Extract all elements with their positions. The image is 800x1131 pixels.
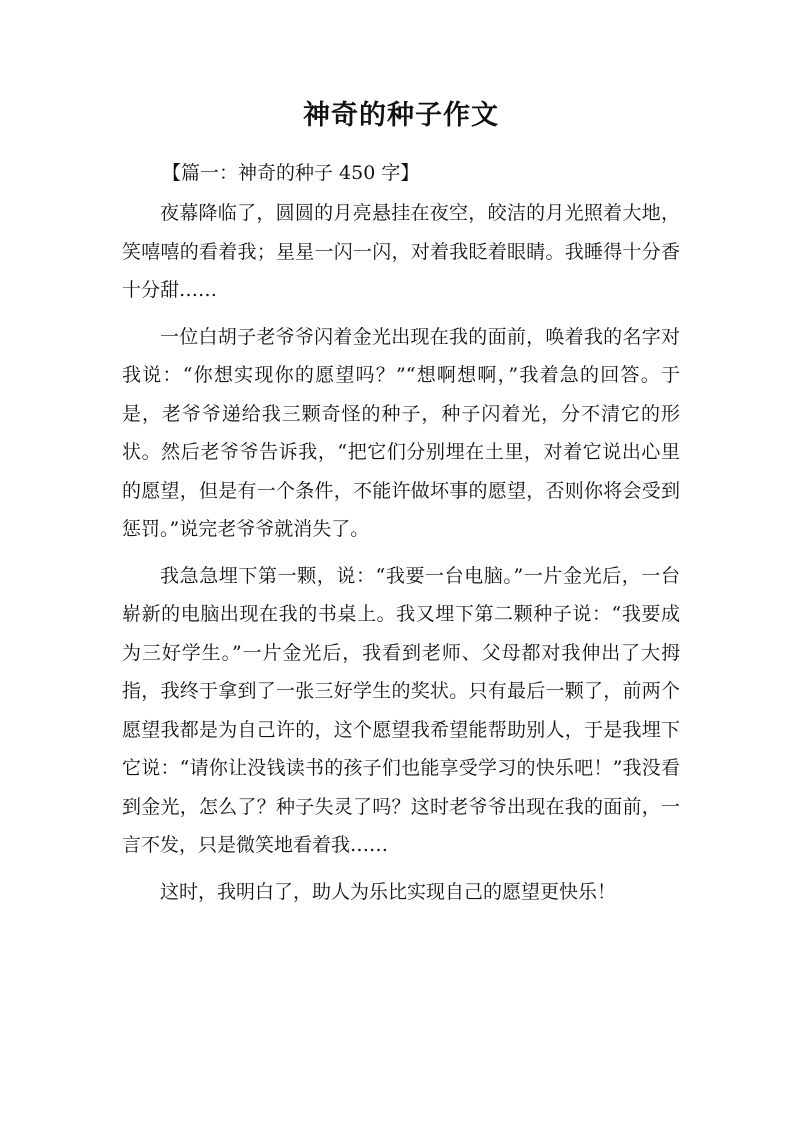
document-page	[122, 96, 680, 919]
paragraph-3: 我急急埋下第一颗，说：“我要一台电脑。”一片金光后，一台崭新的电脑出现在我的书桌上。我又埋下第二颗种子说：“我要成为三好学生。”一片金光后，我看到老师、父母都对我伸出了大拇指，我终于拿到了一张三好学生的奖状。只有最后一颗了，前两个愿望我都是为自己许的，这个愿望我希望能帮助别人，于是我埋下它说：“请你让没钱读书的孩子们也能享受学习的快乐吧！”我没看到金光，怎么了？种子失灵了吗？这时老爷爷出现在我的面前，一言不发，只是微笑地看着我……	[122, 564, 680, 856]
section-heading: 【篇一：神奇的种子 450 字】	[162, 162, 420, 184]
paragraph-4: 这时，我明白了，助人为乐比实现自己的愿望更快乐！	[160, 880, 617, 903]
paragraph-1: 夜幕降临了，圆圆的月亮悬挂在夜空，皎洁的月光照着大地，笑嘻嘻的看着我；星星一闪一闪，对着我眨着眼睛。我睡得十分香十分甜……	[122, 202, 680, 301]
document-title: 神奇的种子作文	[303, 100, 499, 131]
paragraph-2: 一位白胡子老爷爷闪着金光出现在我的面前，唤着我的名字对我说：“你想实现你的愿望吗？”“想啊想啊，”我着急的回答。于是，老爷爷递给我三颗奇怪的种子，种子闪着光，分不清它的形状。然后老爷爷告诉我，“把它们分别埋在土里，对着它说出心里的愿望，但是有一个条件，不能许做坏事的愿望，否则你将会受到惩罚。”说完老爷爷就消失了。	[122, 325, 680, 540]
